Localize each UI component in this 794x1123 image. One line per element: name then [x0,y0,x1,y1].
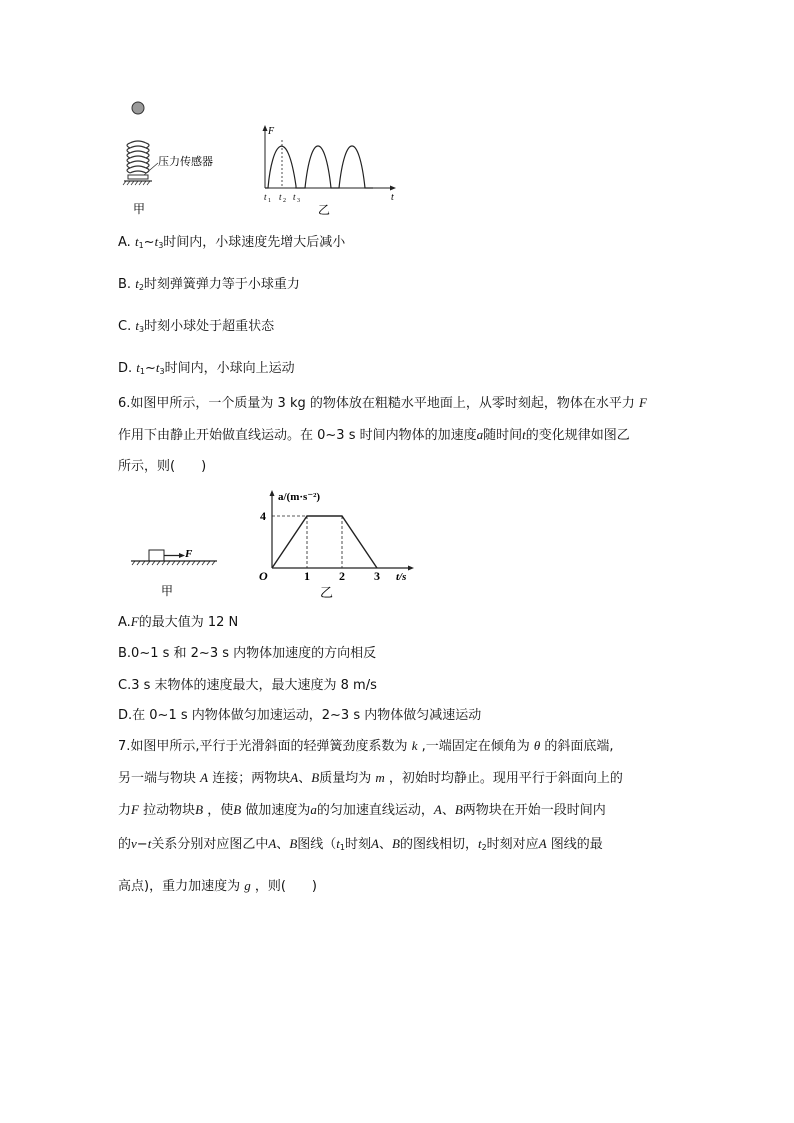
svg-text:t: t [279,192,282,202]
x-tick-3: 3 [374,569,380,583]
svg-text:t: t [264,192,267,202]
q7-stem-line3: 力F 拉动物块B ，使B 做加速度为a的匀加速直线运动，A、B两物块在开始一段时间内 [118,802,606,818]
q7-stem-line4: 的v−t关系分别对应图乙中A、B图线（$t_1$时刻A、B的图线相切，$t_2$时刻对应A 图线的最 [118,836,603,852]
y-tick-4: 4 [260,509,266,523]
q6-option-c: C.3 s 末物体的速度最大，最大速度为 8 m/s [118,678,377,693]
svg-text:3: 3 [297,198,300,204]
axis-label-t: t [391,192,394,203]
ball [132,102,144,114]
x-tick-1: 1 [304,569,310,583]
q6-stem-line3: 所示，则( ) [118,459,207,474]
block [149,550,164,561]
origin-label: O [259,569,268,583]
caption-yi: 乙 [318,203,331,217]
q6-figure-jia [125,540,225,602]
q5-option-d: D. $t_1\sim t_3$时间内，小球向上运动 [118,360,295,376]
q6-stem-line2: 作用下由静止开始做直线运动。在 0~3 s 时间内物体的加速度a随时间t的变化规律如图乙 [118,427,630,443]
q7-stem-line2: 另一端与物块 A 连接；两物块A、B质量均为 m ，初始时均静止。现用平行于斜面向上的 [118,770,623,786]
y-axis-label: a/(m·s⁻²) [278,491,321,503]
axis-label-F: F [268,126,275,137]
ground-hatch [123,181,150,185]
q5-option-b: B. $t_2$时刻弹簧弹力等于小球重力 [118,276,300,292]
svg-text:t: t [293,192,296,202]
q5-option-c: C. $t_3$时刻小球处于超重状态 [118,318,275,334]
x-tick-2: 2 [339,569,345,583]
caption-jia: 甲 [133,202,146,216]
q6-chart-yi [250,484,425,602]
tick-t3 [293,192,300,204]
force-curve [265,146,373,188]
chart-caption: 乙 [320,585,334,600]
svg-text:2: 2 [283,198,286,204]
tick-t2 [279,192,286,204]
q6-stem-line1: 6.如图甲所示，一个质量为 3 kg 的物体放在粗糙水平地面上，从零时刻起，物体在水平力 F [118,395,647,411]
x-axis-label: t/s [396,571,407,583]
q5-figure-jia [110,95,240,220]
force-label: F [185,548,193,560]
spring [127,141,149,173]
q7-stem-line5: 高点)，重力加速度为 g ，则( ) [118,878,318,894]
caption-jia: 甲 [161,584,174,598]
q6-option-b: B.0~1 s 和 2~3 s 内物体加速度的方向相反 [118,646,377,661]
tick-t1 [264,192,271,204]
svg-text:1: 1 [268,198,271,204]
pressure-sensor [128,175,148,179]
q6-option-d: D.在 0~1 s 内物体做匀加速运动，2~3 s 内物体做匀减速运动 [118,708,482,723]
sensor-label: 压力传感器 [158,156,213,168]
q5-option-a: A. $t_1\sim t_3$时间内，小球速度先增大后减小 [118,234,346,250]
q7-stem-line1: 7.如图甲所示,平行于光滑斜面的轻弹簧劲度系数为 k ,一端固定在倾角为 θ 的斜面底端, [118,738,614,754]
series-line [272,516,377,568]
q5-figure-yi [255,122,405,217]
q6-option-a: A.F的最大值为 12 N [118,614,239,630]
